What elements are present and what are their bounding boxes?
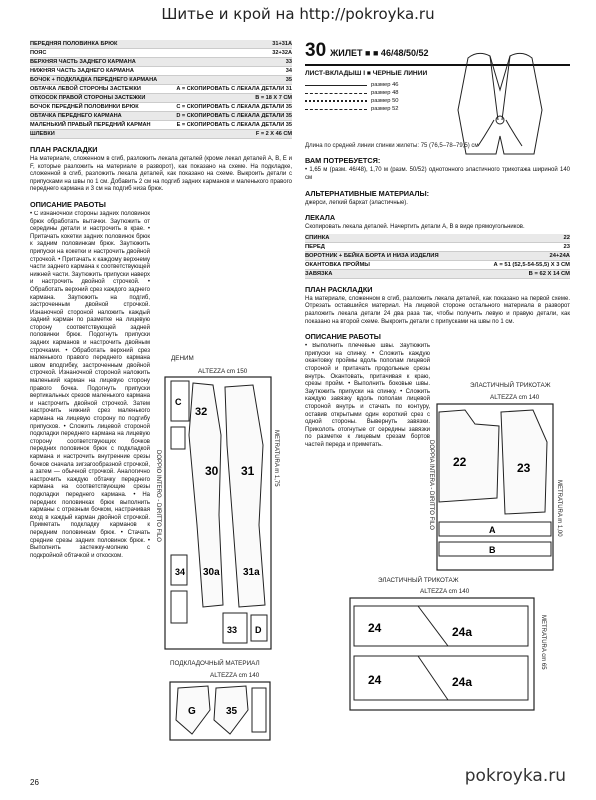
layout-title-left: ПЛАН РАСКЛАДКИ [30,145,98,154]
vest-part-name: ОКАНТОВКА ПРОЙМЫ [305,261,370,268]
trousers-part-name: ВЕРХНЯЯ ЧАСТЬ ЗАДНЕГО КАРМАНА [30,59,136,65]
trousers-part-name: ШЛЕВКИ [30,131,55,137]
svg-text:22: 22 [453,455,467,469]
vest-part-row [305,243,570,252]
size-52: размер 52 [305,105,415,113]
site-footer: pokroyka.ru [464,766,566,786]
vest-part-name: ЗАВЯЗКА [305,270,333,277]
svg-text:31: 31 [241,464,255,478]
jersey1-metr: METRATURA m 1,00 [556,480,562,537]
vest-part-code: 22 [563,234,570,241]
svg-text:C: C [175,397,182,407]
site-header: Шитье и крой на http://pokroyka.ru [161,5,435,23]
svg-text:B: B [489,545,496,555]
vest-parts-table [305,234,570,279]
vest-part-row [305,252,570,261]
svg-text:24a: 24a [452,675,473,689]
trousers-part-name: БОЧОК ПЕРЕДНЕЙ ПОЛОВИНКИ БРЮК [30,104,139,110]
trousers-part-name: ПЕРЕДНЯЯ ПОЛОВИНКА БРЮК [30,41,118,47]
length-note: Длина по средней линии спинки жилеты: 75 (76,5–78–79,5) см [305,143,479,149]
vest-illustration [438,50,563,160]
trousers-part-name: МАЛЕНЬКИЙ ПРАВЫЙ ПЕРЕДНИЙ КАРМАН [30,122,151,128]
trousers-part-code: 35 [285,77,292,83]
svg-text:33: 33 [227,625,238,635]
trousers-part-name: ОБТАЧКА ЛЕВОЙ СТОРОНЫ ЗАСТЕЖКИ [30,86,141,92]
materials-title: ВАМ ПОТРЕБУЕТСЯ: [305,156,381,166]
jersey2-width: ALTEZZA cm 140 [420,588,470,595]
trousers-part-row [30,85,292,94]
jersey1-label: ЭЛАСТИЧНЫЙ ТРИКОТАЖ [470,382,551,389]
svg-text:24: 24 [368,621,382,635]
vest-part-row [305,234,570,243]
svg-text:35: 35 [226,706,238,717]
trousers-parts-table [30,40,292,139]
svg-text:G: G [188,706,196,717]
jersey2-label: ЭЛАСТИЧНЫЙ ТРИКОТАЖ [378,577,459,584]
trousers-part-row [30,49,292,58]
sheet-line: ЛИСТ-ВКЛАДЫШ I ■ ЧЕРНЫЕ ЛИНИИ [305,70,428,77]
denim-fold: DOPPIO INTERO - DIRITTO FILO [155,450,161,542]
trousers-part-code: 34 [285,68,292,74]
trousers-part-row [30,40,292,49]
size-legend [305,81,415,113]
trousers-part-code: С = СКОПИРОВАТЬ С ЛЕКАЛА ДЕТАЛИ 35 [176,104,292,110]
trousers-part-row [30,76,292,85]
pattern-body: Скопировать лекала деталей. Начертить детали А, В в виде прямоугольников. [305,224,525,231]
trousers-part-name: ОТКОСОК ПРАВОЙ СТОРОНЫ ЗАСТЕЖКИ [30,95,146,101]
size-48: размер 48 [305,89,415,97]
pattern-title: ЛЕКАЛА [305,213,336,223]
work-body-left: • С изнаночной стороны задних половинок брюк обработать вытачки. Заутюжить от середины детали и настрочить в крае. • Притачать кокетки задних половинок брюк к задним половинкам брюк. Заутюжить припуски на кокетки и настрочить двойной строчкой. • Притачать к каждому верхнему части заднего кармана к соответствующей нижней части. Заутюжить припуски наверх и настрочить двойной строчкой. • Обработать верхний срез каждого заднего кармана. Заутюжить на подгиб, застроченным двойной строчкой. Изнаночной стороной наложить каждый задний карман по разметке на лицевую сторону соответствующей задней половинки брюк. Подогнуть припуски задних карманов и настрочить двойным строчками. • Обработать верхний срез маленького правого переднего кармана швом вподгибку, застроченным двойной строчкой. Изнаночной стороной наложить маленький карман на лицевую сторону правого бочка. Подогнуть припуски вертикальных срезов маленького кармана и настрочить двойной строчкой. Затем настрочить нижний срез маленького кармана на лицевую сторону по подгибу припусков. • Сложить лицевой стороной подкладки переднего кармана на лицевую сторону соответствующих бочков передних половинок брюк с подкладкой кармана и настрочить внутренние срезы бочков сначала зигзагообразной строчкой, а затем — обычной строчкой. Аналогично настрочить каждую обтачку переднего кармана на соответствующие срезы подкладки переднего кармана. • На передних половинках брюк выполнить карманы с отрезным бочком, настрачивая вход в каждый карман двойной строчкой. Приметать подкладку карманов к передним половинкам брюк. • Стачать средние срезы задних половинок брюк. • Выполнить застежку-молнию с подкройной обтачкой и откоском. [30,210,150,559]
trousers-part-row [30,67,292,76]
model-title: ЖИЛЕТ ■ ■ 46/48/50/52 [330,48,429,58]
svg-text:24: 24 [368,673,382,687]
size-50: размер 50 [305,97,415,105]
svg-text:23: 23 [517,461,531,475]
trousers-part-code: А = СКОПИРОВАТЬ С ЛЕКАЛА ДЕТАЛИ 31 [176,86,292,92]
vest-part-row [305,261,570,270]
trousers-part-code: 32+32А [272,50,292,56]
work-title-left: ОПИСАНИЕ РАБОТЫ [30,199,106,209]
denim-metr: METRATURA m 1,75 [273,430,279,487]
trousers-part-name: ПОЯС [30,50,47,56]
trousers-part-code: 31+31А [272,41,292,47]
vest-part-name: СПИНКА [305,234,330,241]
svg-text:32: 32 [195,406,208,418]
svg-text:31a: 31a [243,567,260,578]
page-number: 26 [30,778,39,787]
vest-part-name: ВОРОТНИК + БЕЙКА БОРТА И НИЗА ИЗДЕЛИЯ [305,252,439,259]
materials-body: • 1,65 м (разм. 46/48), 1,70 м (разм. 50/52) однотонного эластичного трикотажа шириной 140 см [305,167,570,181]
denim-layout-diagram [163,375,273,651]
lining-width: ALTEZZA cm 140 [210,672,260,679]
jersey2-layout-diagram [348,596,536,712]
svg-text:24a: 24a [452,625,473,639]
trousers-part-row [30,121,292,130]
work-title-right: ОПИСАНИЕ РАБОТЫ [305,332,381,342]
trousers-part-code: 33 [285,59,292,65]
layout-body-left: На материале, сложенном в сгиб, разложить лекала деталей (кроме лекал деталей А, В, Е и F, которые разложить на материале в разворот), как показано на схеме. На подкладке, сложенной в сгиб, разложить лекала деталей, как показано на схеме. Выкроить детали с припусками на швы по 1 см. Добавить 2 см на подгиб задних карманов и маленького правого переднего кармана и 3 см на подгиб низа брюк. [30,156,292,193]
jersey1-width: ALTEZZA cm 140 [490,394,540,401]
vest-part-code: 24+24А [549,252,570,259]
svg-text:34: 34 [175,567,186,577]
trousers-part-code: D = СКОПИРОВАТЬ С ЛЕКАЛА ДЕТАЛИ 35 [176,113,292,119]
work-body-right: • Выполнить плечевые швы. Заутюжить припуски на спинку. • Сложить каждую окантовку проймы вдоль пополам лицевой стороной и притачать продольные срезы внутрь. Окантовать, притачивая к краю, срезы пройм. • Выполнить боковые швы. Заутюжить припуски на спинку. • Сложить каждую завязку вдоль пополам лицевой стороной внутрь и стачать по контуру, оставив открытыми один короткий срез с одной стороны. Вывернуть завязки. Приколоть отогнутые от середины завязки по разметке к лицевым срезам бортов частей переда и приметать. [305,343,430,448]
model-number: 30 [305,40,327,61]
trousers-part-row [30,112,292,121]
alt-materials-title: АЛЬТЕРНАТИВНЫЕ МАТЕРИАЛЫ: [305,188,430,198]
trousers-part-code: Е = СКОПИРОВАТЬ С ЛЕКАЛА ДЕТАЛИ 35 [176,122,292,128]
trousers-part-name: ОБТАЧКА ПЕРЕДНЕГО КАРМАНА [30,113,122,119]
trousers-part-row [30,58,292,67]
trousers-part-row [30,94,292,103]
alt-materials-body: джерси, легкий бархат (эластичные). [305,199,408,206]
layout-title-right: ПЛАН РАСКЛАДКИ [305,284,373,294]
trousers-part-code: F = 2 Х 46 СМ [255,131,292,137]
svg-text:D: D [255,625,262,635]
trousers-part-row [30,103,292,112]
vest-part-code: В = 62 Х 14 СМ [528,270,570,277]
trousers-part-name: БОЧОК + ПОДКЛАДКА ПЕРЕДНЕГО КАРМАНА [30,77,158,83]
svg-text:30: 30 [205,464,219,478]
vest-part-code: А = 51 (52,5-54-55,5) Х 3 СМ [493,261,570,268]
vest-part-name: ПЕРЕД [305,243,325,250]
svg-text:A: A [489,525,496,535]
lining-label: ПОДКЛАДОЧНЫЙ МАТЕРИАЛ [170,660,260,667]
lining-layout-diagram [168,680,273,742]
jersey2-metr: METRATURA cm 65 [540,615,546,670]
trousers-part-code: В = 18 Х 7 СМ [255,95,292,101]
layout-body-right: На материале, сложенном в сгиб, разложить лекала деталей, как показано на первой схеме. Отрезать оставшийся материал. На лицевой стороне остального материала в разворот разложить лекала детали 24 два раза так, чтобы получить левую и правую детали, как показано на второй схеме. Выкроить детали с припусками на швы по 1 см. [305,295,570,325]
denim-label: ДЕНИМ [171,355,194,362]
vest-part-code: 23 [563,243,570,250]
jersey1-fold: DOPPIA INTERA - DIRITTO FILO [428,440,434,530]
size-46: размер 46 [305,81,415,89]
vest-part-row [305,270,570,279]
trousers-part-name: НИЖНЯЯ ЧАСТЬ ЗАДНЕГО КАРМАНА [30,68,134,74]
denim-width: ALTEZZA cm 150 [198,368,248,375]
svg-text:30a: 30a [203,567,220,578]
jersey1-layout-diagram [435,402,555,572]
trousers-part-row [30,130,292,139]
